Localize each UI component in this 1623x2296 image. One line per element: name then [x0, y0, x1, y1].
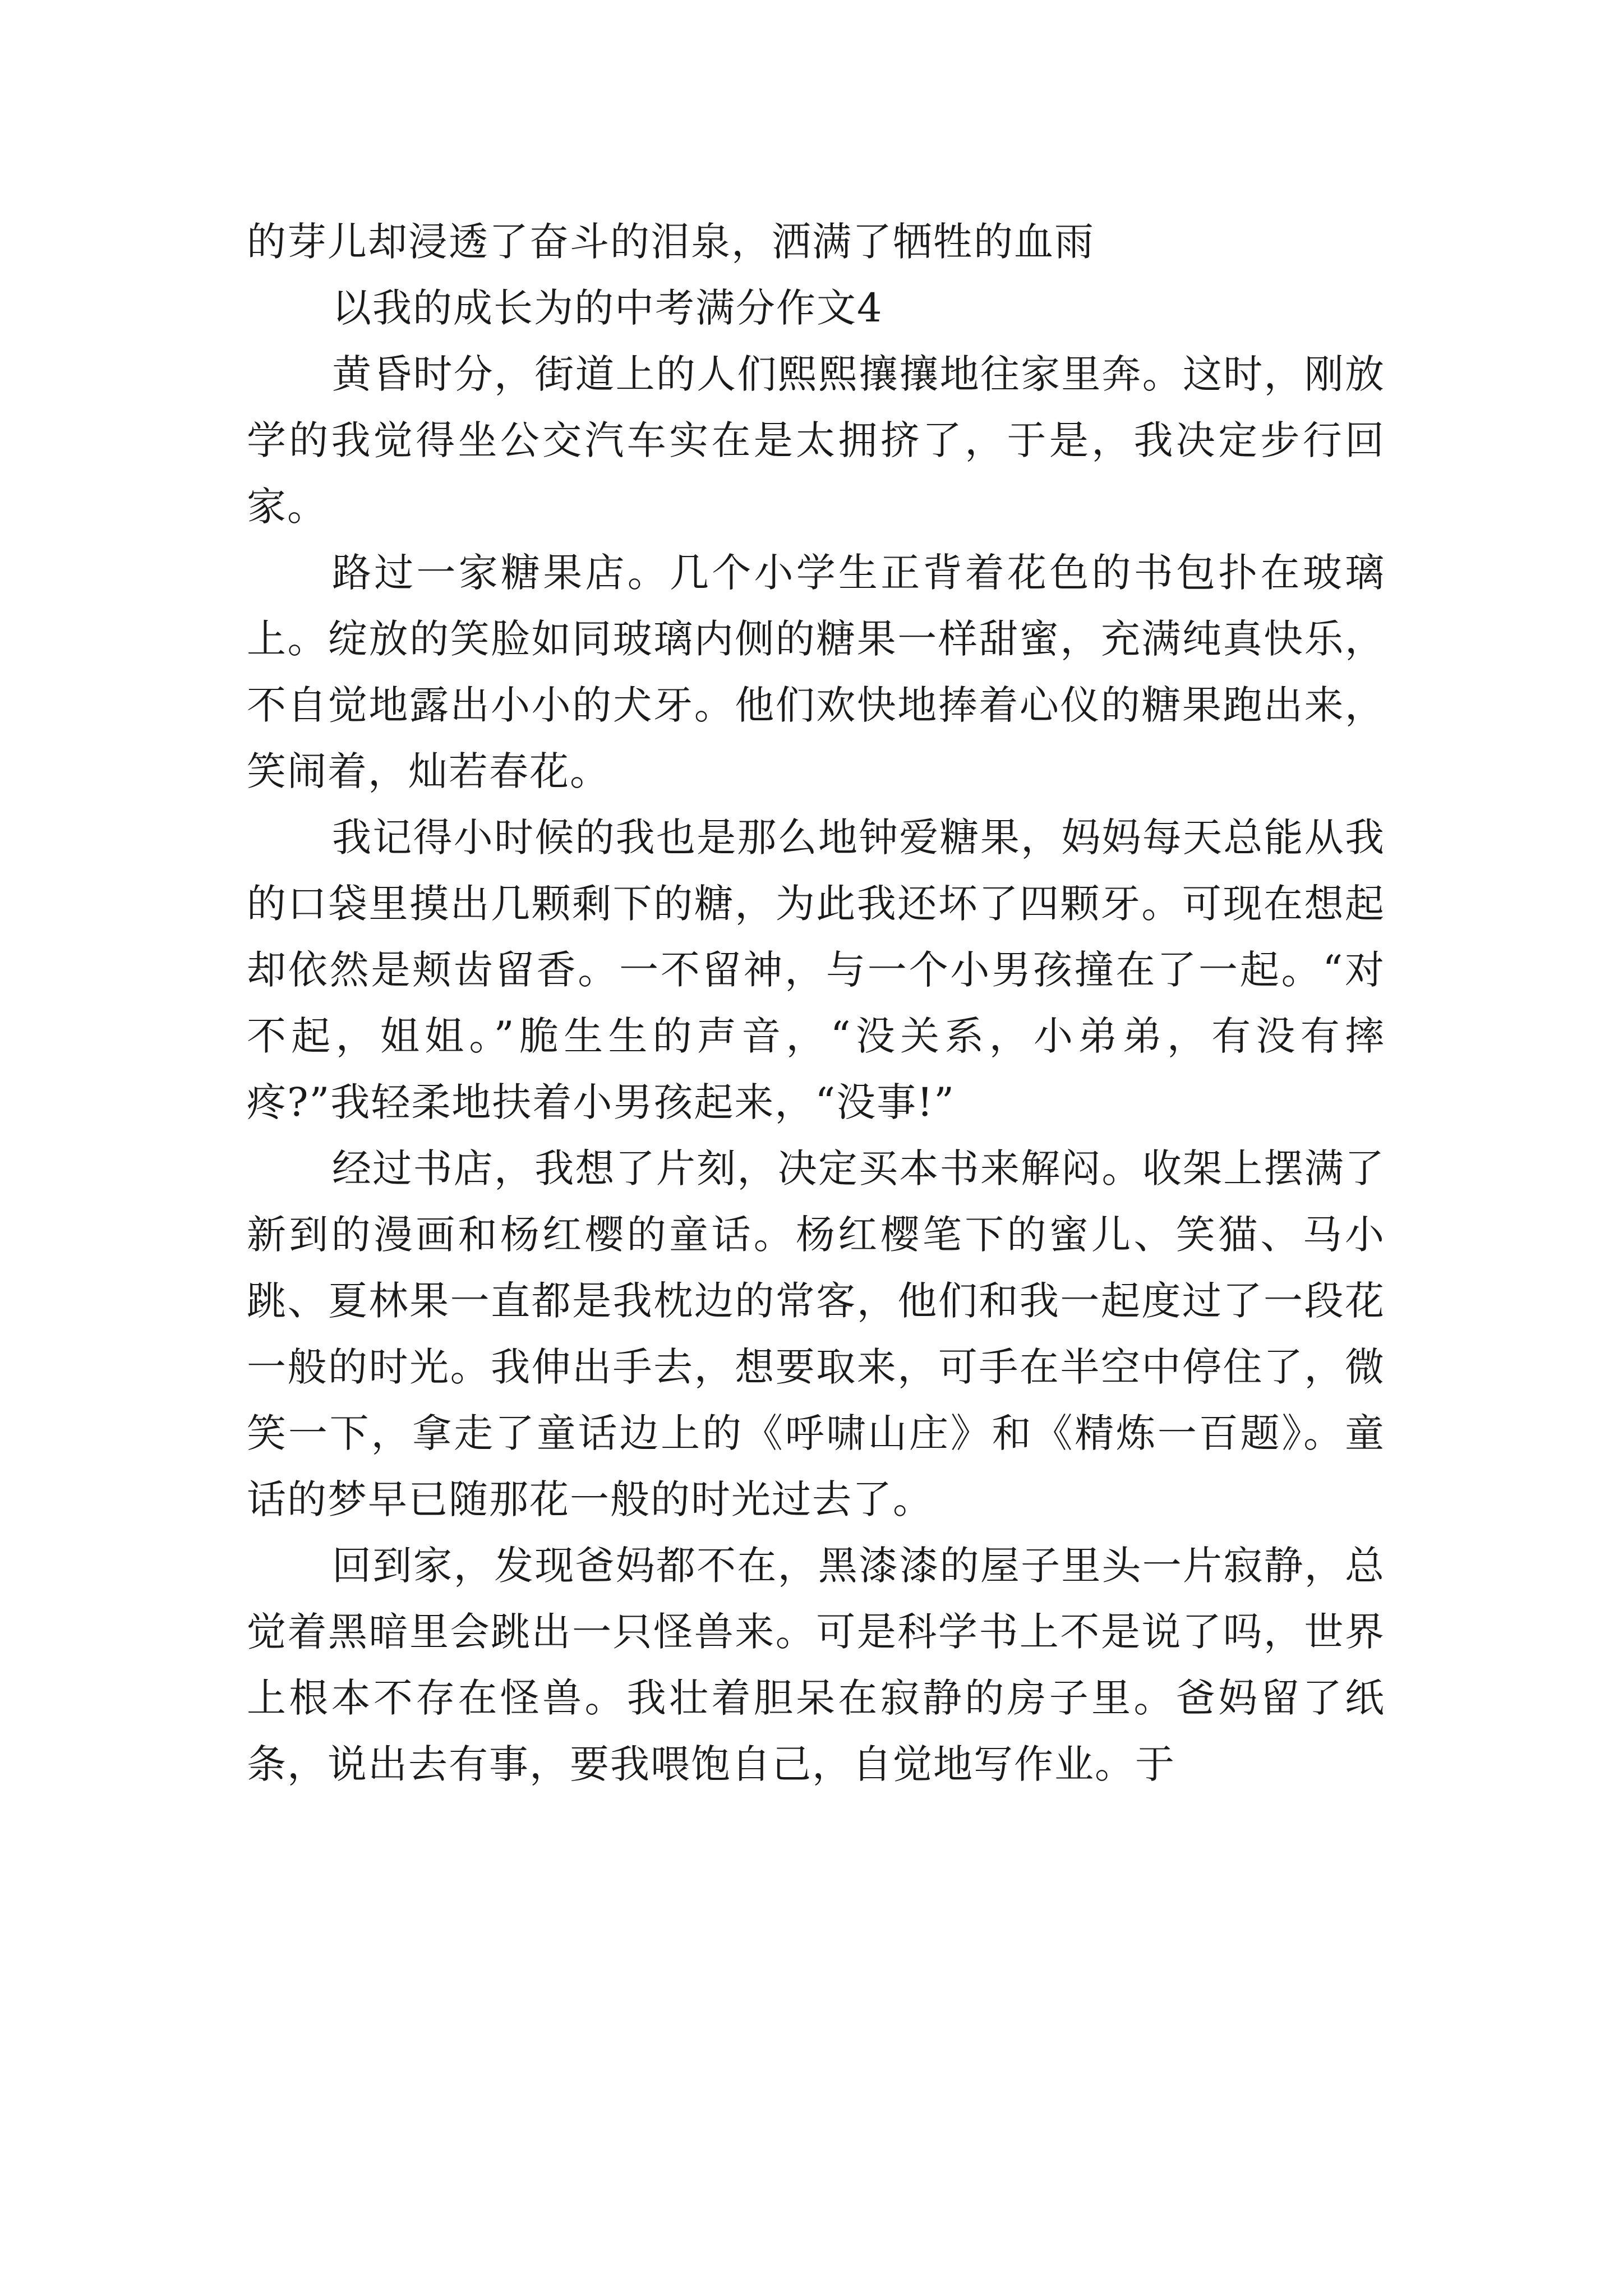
paragraph: 经过书店，我想了片刻，决定买本书来解闷。收架上摆满了新到的漫画和杨红樱的童话。杨红樱笔下的蜜儿、笑猫、马小跳、夏林果一直都是我枕边的常客，他们和我一起度过了一段花一般的时光。我伸出手去，想要取来，可手在半空中停住了，微笑一下，拿走了童话边上的《呼啸山庄》和《精炼一百题》。童话的梦早已随那花一般的时光过去了。	[247, 1145, 1385, 1522]
paragraph-continuation: 的芽儿却浸透了奋斗的泪泉，洒满了牺牲的血雨	[247, 219, 1095, 265]
body-text	[247, 209, 1385, 1797]
paragraph: 黄昏时分，街道上的人们熙熙攘攘地往家里奔。这时，刚放学的我觉得坐公交汽车实在是太拥挤了，于是，我决定步行回家。	[247, 351, 1385, 530]
paragraph: 我记得小时候的我也是那么地钟爱糖果，妈妈每天总能从我的口袋里摸出几颗剩下的糖，为此我还坏了四颗牙。可现在想起却依然是颊齿留香。一不留神，与一个小男孩撞在了一起。“对不起，姐姐。”脆生生的声音，“没关系，小弟弟，有没有摔疼?”我轻柔地扶着小男孩起来，“没事!”	[247, 815, 1385, 1125]
paragraph: 回到家，发现爸妈都不在，黑漆漆的屋子里头一片寂静，总觉着黑暗里会跳出一只怪兽来。可是科学书上不是说了吗，世界上根本不存在怪兽。我壮着胆呆在寂静的房子里。爸妈留了纸条，说出去有事，要我喂饱自己，自觉地写作业。于	[247, 1543, 1385, 1787]
essay-heading: 以我的成长为的中考满分作文4	[332, 285, 883, 331]
paragraph: 路过一家糖果店。几个小学生正背着花色的书包扑在玻璃上。绽放的笑脸如同玻璃内侧的糖果一样甜蜜，充满纯真快乐，不自觉地露出小小的犬牙。他们欢快地捧着心仪的糖果跑出来，笑闹着，灿若春花。	[247, 550, 1385, 794]
